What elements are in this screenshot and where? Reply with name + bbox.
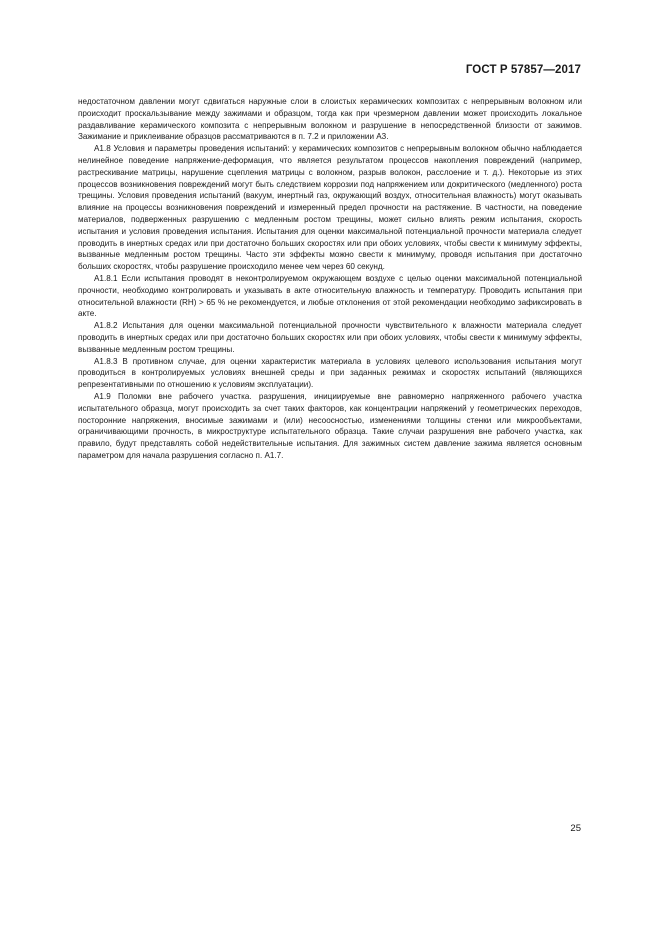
paragraph-a1-8-1: А1.8.1 Если испытания проводят в неконтролируемом окружающем воздухе с целью оценки максимальной потенциальной прочности, необходимо контролировать и указывать в акте относительную влажность и температуру. Проводить испытания при относительной влажности (RH) > 65 % не рекомендуется, и любые отклонения от этой рекомендации необходимо зафиксировать в акте. bbox=[78, 273, 582, 319]
paragraph-a1-8-2: А1.8.2 Испытания для оценки максимальной потенциальной прочности чувствительного к влажности материала следует проводить в инертных средах или при достаточно больших скоростях или при обоих условиях, чтобы свести к минимуму эффекты, вызванные медленным ростом трещины. bbox=[78, 321, 582, 354]
paragraph-a1-9: А1.9 Поломки вне рабочего участка. разрушения, инициируемые вне равномерно напряженного рабочего участка испытательного образца, могут происходить за счет таких факторов, как концентрации напряжений у геометрических переходов, посторонние напряжения, вносимые зажимами и (или) несоосностью, изменениями толщины стенки или микрообъектами, ограничивающими прочность, в микроструктуре испытательного образца. Такие случаи разрушения вне рабочего участка, как правило, будут представлять собой недействительные испытания. Для зажимных систем давление зажима является основным параметром для начала разрушения согласно п. А1.7. bbox=[78, 391, 582, 460]
paragraph-a1-8-3: А1.8.3 В противном случае, для оценки характеристик материала в условиях целевого использования испытания могут проводиться в контролируемых условиях внешней среды и при заданных режимах и скоростях испытаний (являющихся репрезентативными по отношению к условиям эксплуатации). bbox=[78, 356, 582, 390]
document-body bbox=[78, 96, 582, 462]
document-header: ГОСТ Р 57857—2017 bbox=[465, 64, 581, 76]
paragraph-a1-8: А1.8 Условия и параметры проведения испытаний: у керамических композитов с непрерывным волокном обычно наблюдается нелинейное поведение напряжение-деформация, что является результатом процессов накопления повреждений (например, растрескивание матрицы, нарушение сцепления матрицы с волокном, разрыв волокон, расслоение и т. д.). Некоторые из этих процессов возникновения повреждений могут быть следствием коррозии под напряжением или докритического (медленного) роста трещины. Условия проведения испытаний (вакуум, инертный газ, окружающий воздух, относительная влажность) могут оказывать влияние на процессы возникновения повреждений и измеренный предел прочности на растяжение. В частности, на поведение материалов, подверженных разрушению с медленным ростом трещины, может сильно влиять режим испытания, скорость испытания и условия проведения испытания. Испытания для оценки максимальной потенциальной прочности материала следует проводить в инертных средах или при достаточно больших скоростях или при обоих условиях, чтобы свести к минимуму эффекты, вызванные медленным ростом трещины. Часто эти эффекты можно свести к минимуму, проводя испытания при достаточно больших скоростях, чтобы разрушение происходило менее чем через 60 секунд. bbox=[78, 144, 582, 272]
paragraph-continuation: недостаточном давлении могут сдвигаться наружные слои в слоистых керамических композитах с непрерывным волокном или происходит проскальзывание между зажимами и образцом, тогда как при чрезмерном давлении может происходить локальное раздавливание керамического композита с непрерывным волокном и разрушение в непосредственной близости от зажимов. Зажимание и приклеивание образцов рассматриваются в п. 7.2 и приложении А3. bbox=[78, 97, 582, 142]
page-number: 25 bbox=[570, 823, 581, 834]
